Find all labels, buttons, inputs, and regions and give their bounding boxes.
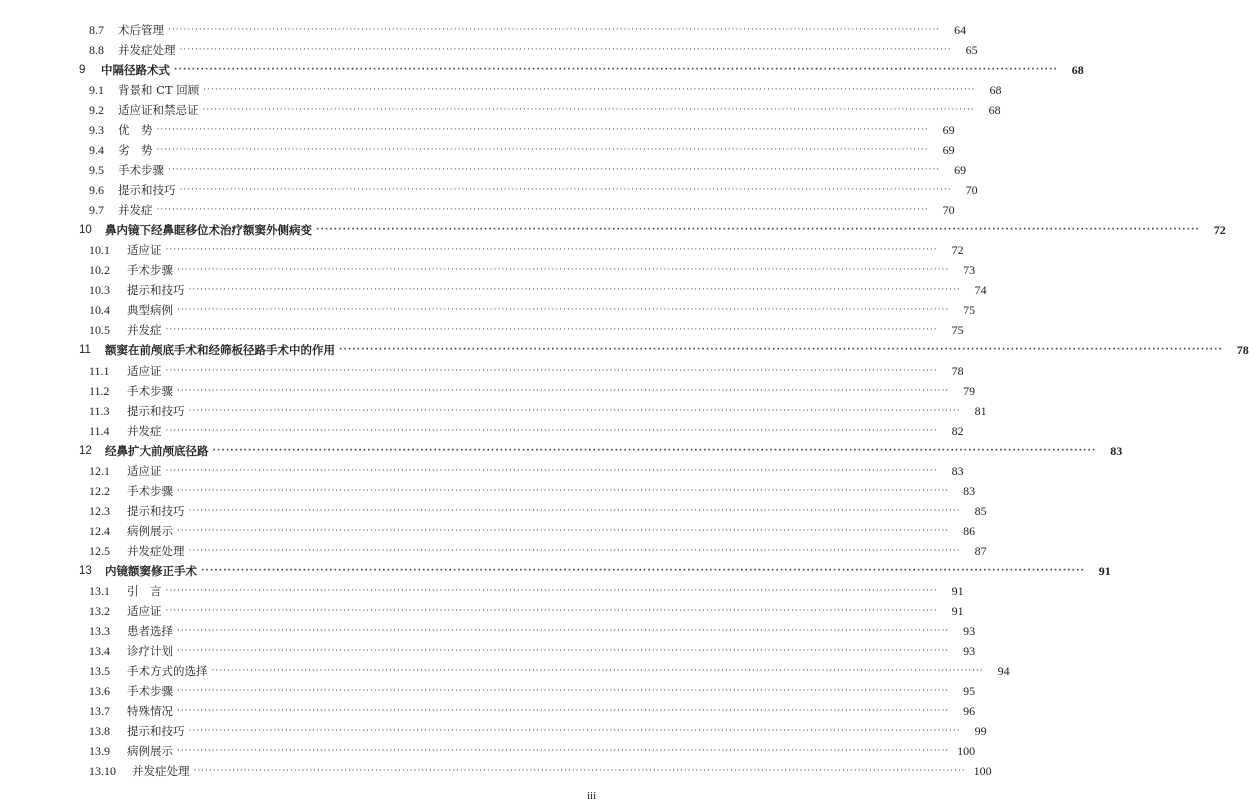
entry-title: 劣 势 [118,143,153,158]
toc-section[interactable] [0,140,955,160]
dot-leader: ········································································································································································································ [188,505,961,516]
entry-title: 适应证 [127,363,162,378]
dot-leader: ········································································································································································································ [156,125,929,136]
entry-page: 83 [1110,443,1123,458]
entry-page: 75 [963,303,976,318]
entry-page: 93 [963,623,976,638]
entry-title: 适应证 [127,463,162,478]
entry-title: 适应证和禁忌证 [118,103,199,118]
entry-number: 12.2 [89,483,110,498]
toc-section[interactable] [0,661,1010,681]
toc-section[interactable] [0,280,987,300]
entry-title: 提示和技巧 [127,503,185,518]
entry-number: 11.4 [89,423,110,438]
toc-section[interactable] [0,601,964,621]
dot-leader: ········································································································································································································ [177,645,950,656]
toc-section[interactable] [0,381,976,401]
entry-number: 10.1 [89,243,110,258]
dot-leader: ········································································································································································································ [177,746,950,757]
dot-leader: ········································································································································································································ [188,726,961,737]
entry-title: 经鼻扩大前颅底径路 [105,443,209,458]
toc-section[interactable] [0,300,976,320]
toc-section[interactable] [0,621,976,641]
toc-section[interactable] [0,240,964,260]
entry-number: 10.5 [89,323,110,338]
entry-title: 额窦在前颅底手术和经筛板径路手术中的作用 [105,343,335,358]
entry-page: 99 [974,724,987,739]
dot-leader: ········································································································································································································ [188,405,961,416]
dot-leader: ········································································································································································································ [179,185,952,196]
entry-page: 100 [973,764,992,779]
entry-page: 64 [954,23,967,37]
entry-number: 10.2 [89,263,110,278]
entry-page: 95 [963,683,976,698]
toc-chapter[interactable] [0,220,1226,240]
toc-section[interactable] [0,741,976,761]
entry-number: 11.1 [89,363,110,378]
entry-number: 13.3 [89,623,110,638]
entry-page: 75 [951,323,964,338]
toc-section[interactable] [0,260,976,280]
dot-leader: ········································································································································································································ [156,145,929,156]
entry-title: 术后管理 [118,23,164,37]
entry-title: 手术步骤 [127,483,173,498]
entry-number: 13.7 [89,704,110,719]
entry-number: 9.7 [89,203,104,218]
dot-leader: ········································································································································································································ [156,205,929,216]
entry-number: 10 [79,224,92,237]
entry-number: 8.8 [89,43,104,58]
toc-chapter[interactable] [0,340,1249,360]
entry-number: 12.1 [89,463,110,478]
dot-leader: ········································································································································································································ [177,385,950,396]
toc-section[interactable] [0,721,987,741]
toc-section[interactable] [0,401,987,421]
toc-section[interactable] [0,361,964,381]
entry-number: 9.5 [89,163,104,178]
dot-leader: ········································································································································································································ [211,665,984,676]
entry-title: 适应证 [127,243,162,258]
dot-leader: ········································································································································································································ [188,545,961,556]
entry-title: 并发症处理 [118,43,176,58]
entry-title: 病例展示 [127,523,173,538]
entry-page: 82 [951,423,964,438]
entry-page: 68 [1071,63,1084,78]
entry-page: 86 [963,523,976,538]
entry-page: 91 [951,603,964,618]
dot-leader: ········································································································································································································ [193,766,966,777]
toc-section[interactable] [0,320,964,340]
entry-page: 72 [951,243,964,258]
entry-page: 78 [951,363,964,378]
dot-leader: ········································································································································································································ [177,525,950,536]
toc-chapter[interactable] [0,561,1111,581]
entry-page: 91 [951,583,964,598]
toc-section[interactable] [0,461,964,481]
entry-page: 87 [974,543,987,558]
dot-leader: ········································································································································································································ [177,305,950,316]
entry-page: 91 [1098,563,1111,578]
entry-number: 11.3 [89,403,110,418]
dot-leader: ········································································································································································································ [165,465,938,476]
entry-title: 并发症处理 [127,543,185,558]
entry-page: 73 [963,263,976,278]
entry-number: 9.1 [89,83,104,98]
toc-section[interactable] [0,501,987,521]
dot-leader: ········································································································································································································ [165,605,938,616]
toc-section[interactable] [0,100,1001,120]
entry-number: 12.3 [89,503,110,518]
entry-title: 背景和 CT 回顾 [118,83,200,98]
entry-page: 72 [1213,223,1226,238]
entry-number: 12.5 [89,543,110,558]
entry-title: 手术步骤 [127,263,173,278]
dot-leader: ········································································································································································································ [202,105,975,116]
entry-number: 13 [79,564,92,577]
entry-title: 适应证 [127,603,162,618]
entry-page: 81 [974,403,987,418]
entry-number: 13.4 [89,643,110,658]
entry-number: 9.2 [89,103,104,118]
dot-leader: ········································································································································································································ [177,706,950,717]
entry-page: 78 [1236,343,1249,358]
dot-leader: ········································································································································································································ [201,565,1085,576]
entry-title: 诊疗计划 [127,643,173,658]
toc-section[interactable] [0,421,964,441]
entry-title: 典型病例 [127,303,173,318]
dot-leader: ········································································································································································································ [165,245,938,256]
dot-leader: ········································································································································································································ [174,65,1058,76]
entry-page: 85 [974,503,987,518]
entry-title: 优 势 [118,123,153,138]
entry-page: 79 [963,383,976,398]
dot-leader: ········································································································································································································ [165,425,938,436]
entry-page: 83 [963,483,976,498]
entry-page: 68 [989,83,1002,98]
entry-number: 9 [79,64,86,77]
entry-number: 13.8 [89,724,110,739]
dot-leader: ········································································································································································································ [203,85,976,96]
entry-title: 特殊情况 [127,704,173,719]
toc-section[interactable] [0,541,987,561]
toc-section[interactable] [0,481,976,501]
dot-leader: ········································································································································································································ [168,25,941,35]
entry-page: 83 [951,463,964,478]
entry-page: 69 [942,143,955,158]
dot-leader: ········································································································································································································ [177,625,950,636]
entry-title: 中隔径路术式 [101,63,170,78]
entry-number: 11 [79,344,91,357]
entry-page: 96 [963,704,976,719]
toc-section[interactable] [0,200,955,220]
entry-number: 13.5 [89,663,110,678]
toc-chapter[interactable] [0,441,1123,461]
entry-title: 患者选择 [127,623,173,638]
entry-title: 手术步骤 [127,683,173,698]
entry-number: 12 [79,444,92,457]
entry-title: 引 言 [127,583,162,598]
dot-leader: ········································································································································································································ [212,445,1097,456]
toc-section[interactable] [0,160,967,180]
entry-page: 100 [957,744,976,759]
entry-page: 74 [974,283,987,298]
entry-page: 94 [997,663,1010,678]
entry-number: 13.9 [89,744,110,759]
entry-title: 内镜额窦修正手术 [105,563,197,578]
entry-number: 8.7 [89,23,104,37]
toc-section[interactable] [0,641,976,661]
entry-page: 70 [965,183,978,198]
entry-title: 提示和技巧 [118,183,176,198]
dot-leader: ········································································································································································································ [177,685,950,696]
toc-section[interactable] [0,581,964,601]
dot-leader: ········································································································································································································ [165,585,938,596]
toc-section[interactable] [0,521,976,541]
entry-title: 提示和技巧 [127,724,185,739]
entry-title: 并发症 [127,423,162,438]
entry-title: 病例展示 [127,744,173,759]
entry-number: 9.4 [89,143,104,158]
entry-number: 13.1 [89,583,110,598]
toc-section[interactable] [0,681,976,701]
entry-title: 提示和技巧 [127,283,185,298]
page-number: iii [587,790,597,802]
entry-title: 提示和技巧 [127,403,185,418]
dot-leader: ········································································································································································································ [165,365,938,376]
toc-section[interactable] [0,20,967,40]
toc-chapter[interactable] [0,60,1084,80]
toc-section[interactable] [0,180,978,200]
toc-section[interactable] [0,761,992,781]
dot-leader: ········································································································································································································ [188,285,961,296]
entry-page: 70 [942,203,955,218]
entry-page: 69 [942,123,955,138]
entry-title: 手术步骤 [118,163,164,178]
dot-leader: ········································································································································································································ [165,325,938,336]
entry-page: 69 [954,163,967,178]
dot-leader: ········································································································································································································ [316,225,1200,236]
entry-title: 鼻内镜下经鼻眶移位术治疗额窦外侧病变 [105,223,312,238]
dot-leader: ········································································································································································································ [179,45,952,56]
entry-number: 11.2 [89,383,110,398]
entry-number: 9.6 [89,183,104,198]
entry-page: 93 [963,643,976,658]
toc-section[interactable] [0,40,978,60]
entry-number: 10.4 [89,303,110,318]
entry-number: 10.3 [89,283,110,298]
entry-number: 13.10 [89,764,116,779]
dot-leader: ········································································································································································································ [168,165,941,176]
entry-number: 13.6 [89,683,110,698]
entry-number: 9.3 [89,123,104,138]
toc-section[interactable] [0,80,1002,100]
toc-section[interactable] [0,701,976,721]
entry-number: 12.4 [89,523,110,538]
entry-number: 13.2 [89,603,110,618]
toc-section[interactable] [0,120,955,140]
dot-leader: ········································································································································································································ [177,485,950,496]
entry-title: 并发症 [118,203,153,218]
entry-title: 手术步骤 [127,383,173,398]
entry-title: 并发症 [127,323,162,338]
dot-leader: ········································································································································································································ [177,265,950,276]
entry-page: 68 [988,103,1001,118]
entry-title: 手术方式的选择 [127,663,208,678]
dot-leader: ········································································································································································································ [339,345,1223,356]
entry-title: 并发症处理 [132,764,190,779]
entry-page: 65 [965,43,978,58]
